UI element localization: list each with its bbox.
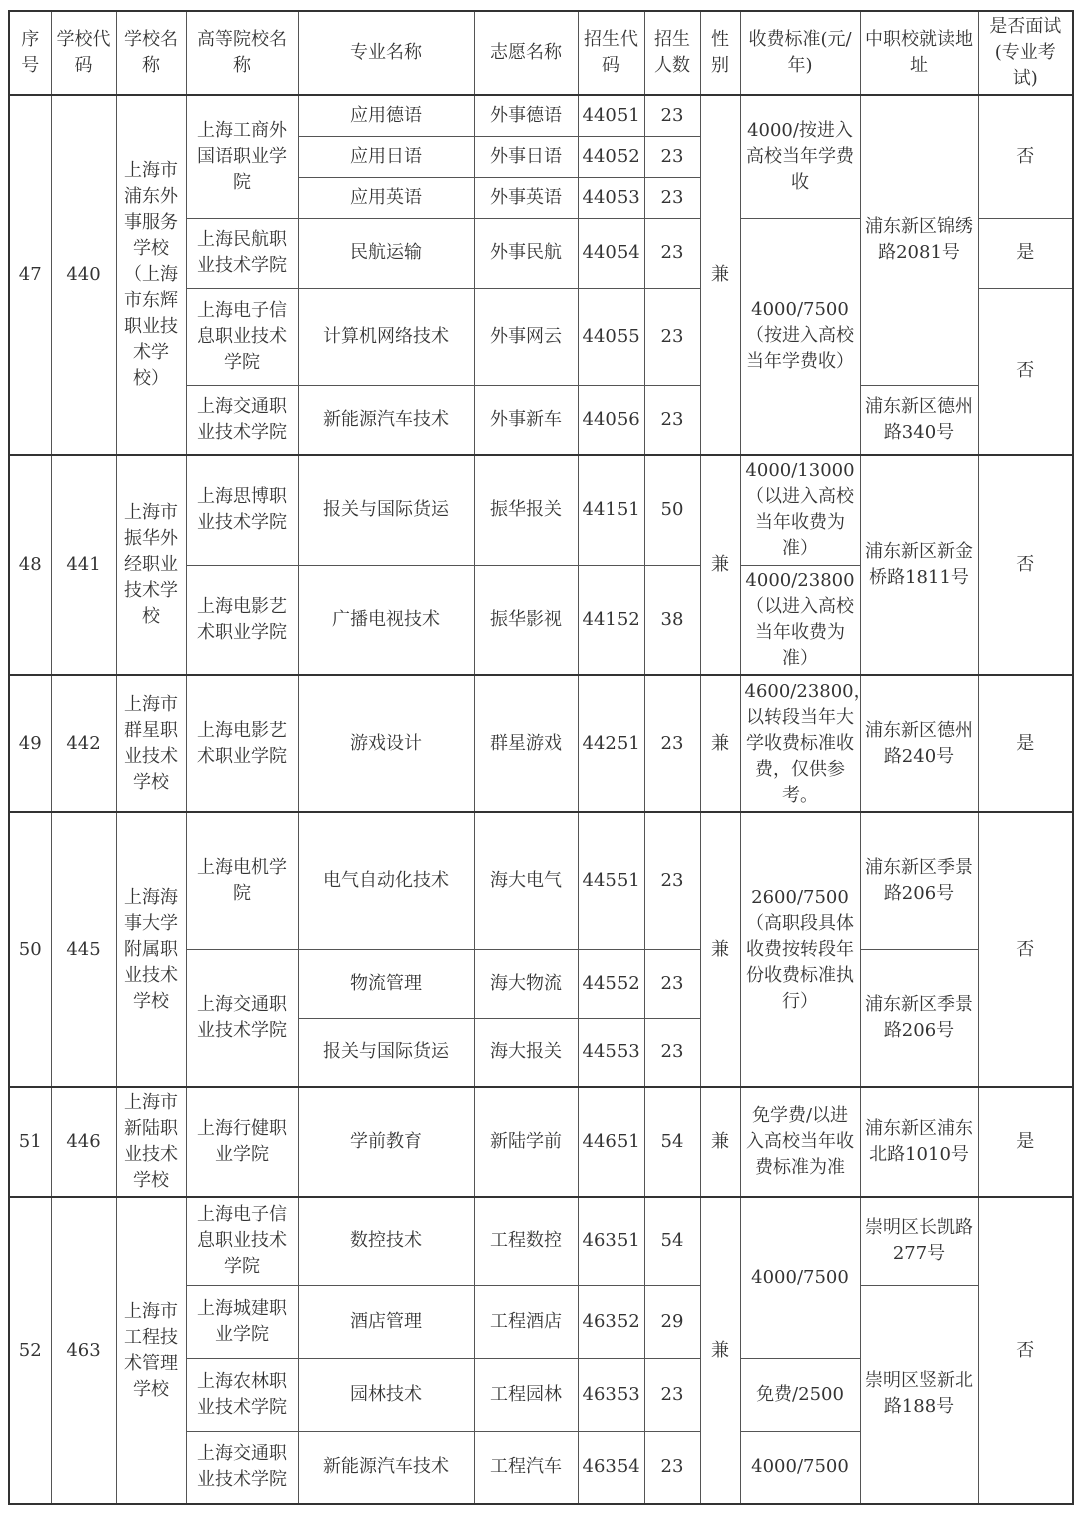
major-name: 电气自动化技术 [298,812,474,949]
enroll-count: 38 [644,565,700,675]
header-cell: 招生人数 [644,11,700,95]
address: 浦东新区浦东北路1010号 [860,1087,978,1197]
wish-name: 群星游戏 [474,675,578,812]
wish-name: 工程数控 [474,1197,578,1285]
gender: 兼 [700,455,740,675]
enroll-count: 54 [644,1197,700,1285]
enroll-code: 44056 [578,385,644,455]
address: 崇明区竖新北路188号 [860,1285,978,1504]
header-cell: 专业名称 [298,11,474,95]
school-name: 上海市浦东外事服务学校（上海市东辉职业技术学校） [116,95,186,455]
header-cell: 性别 [700,11,740,95]
gender: 兼 [700,1087,740,1197]
major-name: 应用英语 [298,177,474,218]
school-name: 上海市振华外经职业技术学校 [116,455,186,675]
fee: 免费/2500 [740,1358,860,1431]
enroll-count: 23 [644,812,700,949]
gender: 兼 [700,812,740,1087]
wish-name: 外事民航 [474,218,578,288]
enroll-count: 23 [644,95,700,136]
school-name: 上海市群星职业技术学校 [116,675,186,812]
wish-name: 工程酒店 [474,1285,578,1358]
address: 浦东新区季景路206号 [860,949,978,1087]
major-name: 报关与国际货运 [298,1018,474,1087]
enroll-code: 46354 [578,1431,644,1504]
fee: 4000/7500（按进入高校当年学费收） [740,218,860,455]
seq-no: 47 [9,95,51,455]
wish-name: 外事新车 [474,385,578,455]
header-cell: 高等院校名称 [186,11,298,95]
enroll-count: 23 [644,288,700,385]
seq-no: 49 [9,675,51,812]
enroll-count: 23 [644,385,700,455]
major-name: 民航运输 [298,218,474,288]
school-code: 446 [51,1087,116,1197]
fee: 4000/13000（以进入高校当年收费为准） [740,455,860,565]
interview: 是 [978,675,1073,812]
address: 浦东新区新金桥路1811号 [860,455,978,675]
college-name: 上海行健职业学院 [186,1087,298,1197]
school-code: 442 [51,675,116,812]
college-name: 上海交通职业技术学院 [186,1431,298,1504]
major-name: 游戏设计 [298,675,474,812]
interview: 否 [978,812,1073,1087]
enroll-code: 44052 [578,136,644,177]
school-code: 445 [51,812,116,1087]
college-name: 上海民航职业技术学院 [186,218,298,288]
enroll-count: 23 [644,177,700,218]
major-name: 数控技术 [298,1197,474,1285]
header-cell: 序号 [9,11,51,95]
major-name: 物流管理 [298,949,474,1018]
address: 浦东新区德州路340号 [860,385,978,455]
college-name: 上海农林职业技术学院 [186,1358,298,1431]
seq-no: 51 [9,1087,51,1197]
interview: 否 [978,288,1073,455]
enroll-code: 44152 [578,565,644,675]
fee: 4000/7500 [740,1431,860,1504]
enroll-code: 44151 [578,455,644,565]
major-name: 应用德语 [298,95,474,136]
wish-name: 外事德语 [474,95,578,136]
enroll-count: 23 [644,1018,700,1087]
college-name: 上海思博职业技术学院 [186,455,298,565]
header-cell: 志愿名称 [474,11,578,95]
wish-name: 外事英语 [474,177,578,218]
header-cell: 收费标准(元/年) [740,11,860,95]
interview: 否 [978,95,1073,218]
interview: 是 [978,1087,1073,1197]
enroll-code: 46352 [578,1285,644,1358]
enroll-code: 44251 [578,675,644,812]
college-name: 上海城建职业学院 [186,1285,298,1358]
wish-name: 振华报关 [474,455,578,565]
gender: 兼 [700,1197,740,1504]
enroll-count: 23 [644,949,700,1018]
enroll-code: 44051 [578,95,644,136]
school-name: 上海市工程技术管理学校 [116,1197,186,1504]
gender: 兼 [700,675,740,812]
major-name: 计算机网络技术 [298,288,474,385]
table-row [9,1197,1073,1285]
enroll-code: 44054 [578,218,644,288]
school-code: 463 [51,1197,116,1504]
header-row [9,11,1073,95]
enroll-count: 23 [644,218,700,288]
enrollment-table [8,10,1074,1505]
enroll-code: 44053 [578,177,644,218]
college-name: 上海电影艺术职业学院 [186,675,298,812]
college-name: 上海电子信息职业技术学院 [186,288,298,385]
fee: 2600/7500（高职段具体收费按转段年份收费标准执行） [740,812,860,1087]
fee: 4600/23800，以转段当年大学收费标准收费，仅供参考。 [740,675,860,812]
wish-name: 新陆学前 [474,1087,578,1197]
enroll-count: 23 [644,1431,700,1504]
wish-name: 外事网云 [474,288,578,385]
wish-name: 外事日语 [474,136,578,177]
major-name: 新能源汽车技术 [298,1431,474,1504]
header-cell: 是否面试(专业考试) [978,11,1073,95]
table-row [9,455,1073,565]
table-row [9,95,1073,136]
enroll-code: 44553 [578,1018,644,1087]
enroll-count: 29 [644,1285,700,1358]
header-cell: 中职校就读地址 [860,11,978,95]
school-name: 上海市新陆职业技术学校 [116,1087,186,1197]
major-name: 酒店管理 [298,1285,474,1358]
fee: 4000/23800（以进入高校当年收费为准） [740,565,860,675]
gender: 兼 [700,95,740,455]
enroll-code: 44651 [578,1087,644,1197]
interview: 否 [978,1197,1073,1504]
table-row [9,675,1073,812]
header-cell: 学校名称 [116,11,186,95]
college-name: 上海交通职业技术学院 [186,949,298,1087]
major-name: 报关与国际货运 [298,455,474,565]
enroll-count: 50 [644,455,700,565]
school-code: 440 [51,95,116,455]
address: 浦东新区锦绣路2081号 [860,95,978,385]
college-name: 上海工商外国语职业学院 [186,95,298,218]
interview: 是 [978,218,1073,288]
enroll-code: 44551 [578,812,644,949]
wish-name: 海大物流 [474,949,578,1018]
enroll-code: 44552 [578,949,644,1018]
college-name: 上海电影艺术职业学院 [186,565,298,675]
header-cell: 学校代码 [51,11,116,95]
address: 崇明区长凯路277号 [860,1197,978,1285]
enroll-count: 23 [644,1358,700,1431]
school-code: 441 [51,455,116,675]
major-name: 园林技术 [298,1358,474,1431]
college-name: 上海交通职业技术学院 [186,385,298,455]
table-row [9,812,1073,949]
school-name: 上海海事大学附属职业技术学校 [116,812,186,1087]
wish-name: 振华影视 [474,565,578,675]
college-name: 上海电子信息职业技术学院 [186,1197,298,1285]
fee: 4000/7500 [740,1197,860,1358]
enroll-count: 23 [644,675,700,812]
college-name: 上海电机学院 [186,812,298,949]
fee: 4000/按进入高校当年学费收 [740,95,860,218]
enroll-count: 54 [644,1087,700,1197]
major-name: 应用日语 [298,136,474,177]
seq-no: 48 [9,455,51,675]
wish-name: 海大电气 [474,812,578,949]
wish-name: 工程园林 [474,1358,578,1431]
enroll-code: 44055 [578,288,644,385]
table-row [9,1087,1073,1197]
header-cell: 招生代码 [578,11,644,95]
interview: 否 [978,455,1073,675]
seq-no: 50 [9,812,51,1087]
fee: 免学费/以进入高校当年收费标准为准 [740,1087,860,1197]
enrollment-table-wrapper [8,10,1074,1505]
enroll-count: 23 [644,136,700,177]
address: 浦东新区德州路240号 [860,675,978,812]
seq-no: 52 [9,1197,51,1504]
major-name: 新能源汽车技术 [298,385,474,455]
wish-name: 工程汽车 [474,1431,578,1504]
wish-name: 海大报关 [474,1018,578,1087]
major-name: 学前教育 [298,1087,474,1197]
enroll-code: 46351 [578,1197,644,1285]
enroll-code: 46353 [578,1358,644,1431]
major-name: 广播电视技术 [298,565,474,675]
address: 浦东新区季景路206号 [860,812,978,949]
